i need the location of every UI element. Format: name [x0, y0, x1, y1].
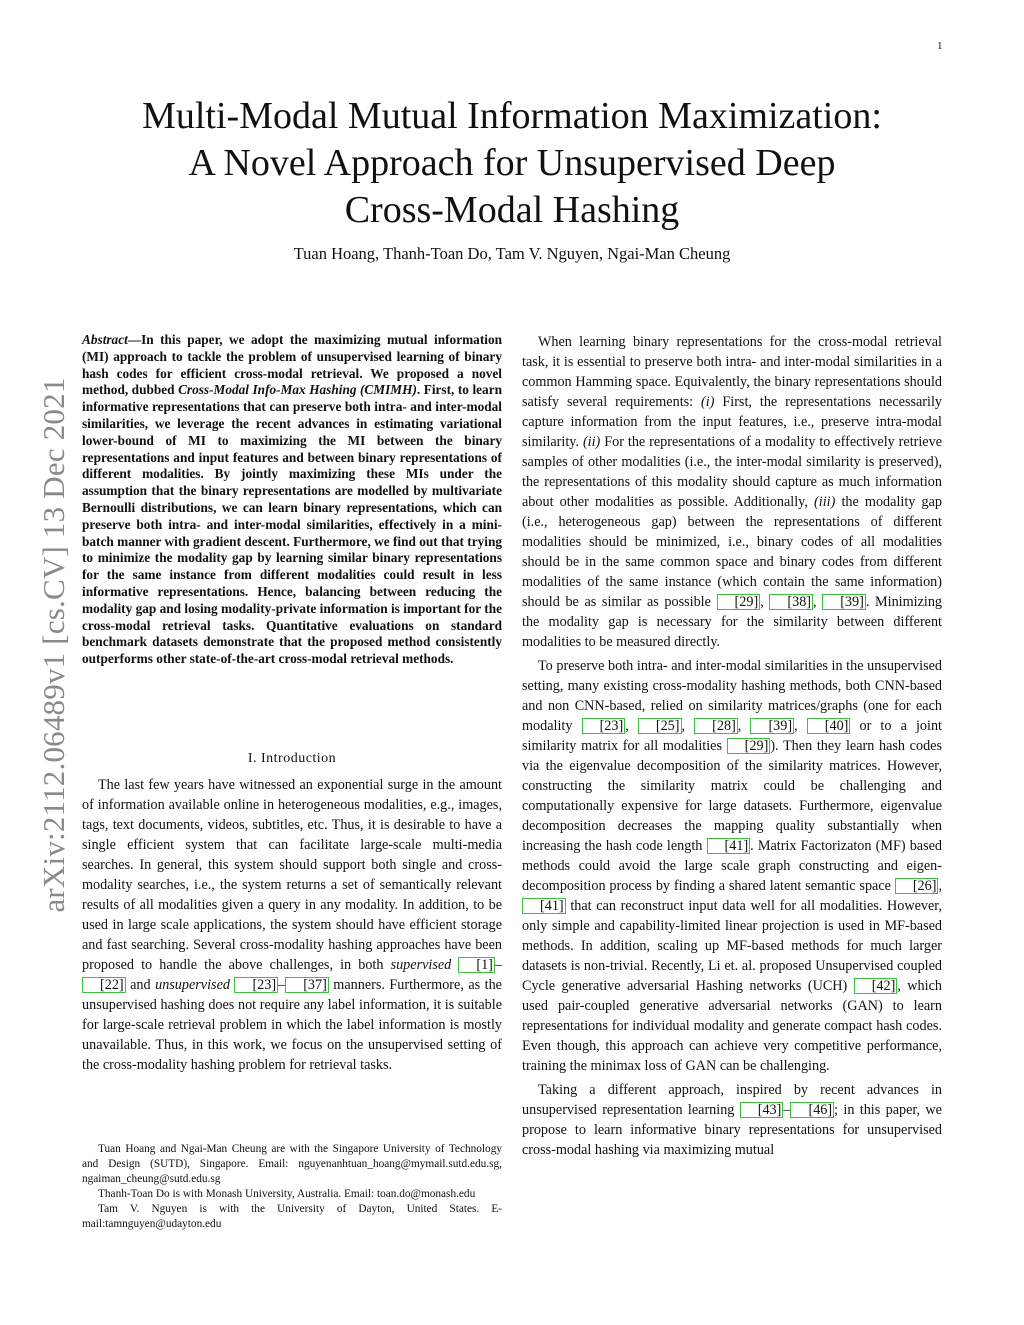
- citation-link[interactable]: [26]: [895, 878, 939, 894]
- footnote-affiliation-2: Thanh-Toan Do is with Monash University, Australia. Email: toan.do@monash.edu: [98, 1188, 476, 1200]
- citation-link[interactable]: [37]: [285, 977, 329, 993]
- citation-link[interactable]: [29]: [727, 738, 771, 754]
- enum-marker: (ii): [582, 434, 601, 450]
- body-text: or to a joint similarity matrix for all modalities: [522, 718, 942, 754]
- body-text: For the representations of a modality to effectively retrieve samples of other modalities (i.e., the inter-modal similarity is preserved), the representations of this modality should capture as much information about other modalities as possible. Additionally,: [522, 434, 942, 510]
- section-heading-introduction: I. Introduction: [247, 751, 337, 766]
- body-text: When learning binary representations for the cross-modal retrieval task, it is essential to preserve both intra- and inter-modal similarities in a common Hamming space. Equivalently, the binary representations should satisfy several requirements:: [522, 334, 942, 410]
- body-text: To preserve both intra- and inter-modal similarities in the unsupervised setting, many existing cross-modality hashing methods, both CNN-based and non CNN-based, relied on similarity matrices/graphs (one for each modality: [522, 658, 942, 734]
- footnote-affiliation-1: Tuan Hoang and Ngai-Man Cheung are with the Singapore University of Technology and Design (SUTD), Singapore. Email: nguyenanhtuan_hoang@mymail.sutd.edu.sg, ngaiman_cheung@sutd.edu.sg: [82, 1143, 502, 1185]
- citation-link[interactable]: [42]: [854, 978, 898, 994]
- enum-marker: (iii): [814, 494, 836, 510]
- citation-link[interactable]: [46]: [790, 1102, 834, 1118]
- citation-link[interactable]: [38]: [769, 594, 813, 610]
- body-text: . Matrix Factorizaton (MF) based methods could avoid the large scale graph constructing and eigen-decomposition process by finding a shared latent semantic space: [522, 838, 943, 894]
- citation-link[interactable]: [40]: [807, 718, 851, 734]
- paper-title: [80, 93, 944, 234]
- intro-text: manners. Furthermore, as the unsupervised hashing does not require any label information, it is suitable for large-scale retrieval problem in which the label information is mostly unavailable. Thus, in this work, we focus on the unsupervised setting of the cross-modality hashing problem for retrieval tasks.: [82, 977, 502, 1073]
- citation-link[interactable]: [41]: [522, 898, 566, 914]
- intro-unsupervised-term: unsupervised: [155, 977, 230, 993]
- citation-link[interactable]: [1]: [458, 957, 495, 973]
- citation-link[interactable]: [23]: [234, 977, 278, 993]
- abstract-text-1: In this paper, we adopt the maximizing mutual information (MI) approach to tackle the problem of unsupervised learning of binary hash codes for efficient cross-modal retrieval. We proposed a novel method, dubbed: [82, 332, 502, 398]
- body-text: that can reconstruct input data well for all modalities. However, only simple and capability-limited linear projection is used in MF-based methods. In addition, scaling up MF-based methods for much larger datasets is non-trivial. Recently, Li et. al. proposed Unsupervised coupled Cycle generative adversarial Hashing networks (UCH): [522, 898, 942, 994]
- right-column-body: [522, 332, 942, 1164]
- arxiv-stamp-text: arXiv:2112.06489v1 [cs.CV] 13 Dec 2021: [36, 377, 71, 913]
- body-text: ; in this paper, we propose to learn informative binary representations for unsupervised cross-modal hashing via maximizing mutual: [522, 1102, 942, 1158]
- citation-link[interactable]: [23]: [582, 718, 626, 734]
- body-text: . Minimizing the modality gap is necessary for the similarity between different modalities to be measured directly.: [522, 594, 943, 650]
- body-text: First, the representations necessarily capture information from the input features, i.e., preserve intra-modal similarity.: [522, 394, 942, 450]
- body-text: Taking a different approach, inspired by recent advances in unsupervised representation learning: [522, 1082, 942, 1118]
- paragraph-requirements: When learning binary representations for the cross-modal retrieval task, it is essential to preserve both intra- and inter-modal similarities in a common Hamming space. Equivalently, the binary representations should satisfy several requirements: (i) First, the representations necessarily capture information from the input features, i.e., preserve intra-modal similarity. (ii) For the representations of a modality to effectively retrieve samples of other modalities (i.e., the inter-modal similarity is preserved), the representations of this modality should capture as much information about other modalities as possible. Additionally, (iii) the modality gap (i.e., heterogeneous gap) between the representations of different modalities should be minimized, i.e., binary codes of all modalities should be in the same common space and binary codes from different modalities of the same instance (which contain the same information) should be as similar as possible [29] , [38] , [39] . Minimizing the modality gap is necessary for the similarity between different modalities to be measured directly.: [522, 334, 943, 650]
- body-text: the modality gap (i.e., heterogeneous gap) between the representations of different modalities should be minimized, i.e., binary codes of all modalities should be in the same common space and binary codes from different modalities of the same instance (which contain the same information) should be as similar as possible: [522, 494, 942, 610]
- title-line-2: A Novel Approach for Unsupervised Deep: [188, 142, 836, 184]
- intro-text: The last few years have witnessed an exponential surge in the amount of information available online in heterogeneous modalities, e.g., images, tags, text documents, videos, subtitles, etc. Thus, it is desirable to have a single efficient system that can facilitate large-scale multi-media searches. In general, this system should support both single and cross-modality searches, i.e., the system returns a set of semantically relevant results of all modalities given a query in any modality. In addition, to be used in large scale applications, the system should have efficient storage and fast searching. Several cross-modality hashing approaches have been proposed to handle the above challenges, in both: [82, 777, 502, 973]
- paragraph-approach: [522, 1080, 942, 1160]
- intro-text: and: [125, 977, 156, 993]
- citation-link[interactable]: [39]: [822, 594, 866, 610]
- citation-link[interactable]: [41]: [707, 838, 751, 854]
- footnote-affiliation-3: Tam V. Nguyen is with the University of Dayton, United States. E-mail:tamnguyen@udayton.edu: [82, 1203, 502, 1230]
- intro-paragraph: [82, 775, 502, 1075]
- page-number: 1: [937, 40, 943, 52]
- abstract-text-2: . First, to learn informative representations that can preserve both intra- and inter-modal similarities, we leverage the recent advances in estimating variational lower-bound of MI to maximizing the MI between the binary representations and input features and between binary representations of different modalities. By jointly maximizing these MIs under the assumption that the binary representations are modelled by multivariate Bernoulli distributions, we can learn binary representations, which can preserve both intra- and inter-modal similarities, effectively in a mini-batch manner with gradient descent. Furthermore, we find out that trying to minimize the modality gap by learning similar binary representations for the same instance from different modalities could result in less informative representations. Hence, balancing between reducing the modality gap and losing modality-private information is important for the cross-modal retrieval tasks. Quantitative evaluations on standard benchmark datasets demonstrate that the proposed method consistently outperforms other state-of-the-art cross-modal retrieval methods.: [82, 382, 502, 667]
- enum-marker: (i): [701, 394, 715, 410]
- citation-link[interactable]: [43]: [740, 1102, 784, 1118]
- range-dash: –: [783, 1102, 791, 1118]
- body-text: , which used pair-coupled generative adversarial networks (GAN) to learn representations for individual modality and generate compact hash codes. Even though, this approach can achieve very competitive performance, training the minimax loss of GAN can be challenging.: [522, 978, 942, 1074]
- abstract: Abstract—In this paper, we adopt the maximizing mutual information (MI) approach to tackle the problem of unsupervised learning of binary hash codes for efficient cross-modal retrieval. We proposed a novel method, dubbed Cross-Modal Info-Max Hashing (CMIMH). First, to learn informative representations that can preserve both intra- and inter-modal similarities, we leverage the recent advances in estimating variational lower-bound of MI to maximizing the MI between the binary representations and input features and between binary representations of different modalities. By jointly maximizing these MIs under the assumption that the binary representations are modelled by multivariate Bernoulli distributions, we can learn binary representations, which can preserve both intra- and inter-modal similarities, effectively in a mini-batch manner with gradient descent. Furthermore, we find out that trying to minimize the modality gap by learning similar binary representations for the same instance from different modalities could result in less informative representations. Hence, balancing between reducing the modality gap and losing modality-private information is important for the cross-modal retrieval tasks. Quantitative evaluations on standard benchmark datasets demonstrate that the proposed method consistently outperforms other state-of-the-art cross-modal retrieval methods.: [82, 332, 502, 667]
- paragraph-prior-work: To preserve both intra- and inter-modal similarities in the unsupervised setting, many existing cross-modality hashing methods, both CNN-based and non CNN-based, relied on similarity matrices/graphs (one for each modality [23] , [25] , [28] , [39] , [40] or to a joint similarity matrix for all modalities [29] ). Then they learn hash codes via the eigenvalue decomposition of the similarity matrices. However, constructing the similarity matrix could be challenging and computationally expensive for large datasets. Furthermore, eigenvalue decomposition decreases the mapping quality substantially when increasing the hash code length [41] . Matrix Factorizaton (MF) based methods could avoid the large scale graph constructing and eigen-decomposition process by finding a shared latent semantic space [26] , [41] that can reconstruct input data well for all modalities. However, only simple and capability-limited linear projection is used in MF-based methods. In addition, scaling up MF-based methods for much larger datasets is non-trivial. Recently, Li et. al. proposed Unsupervised coupled Cycle generative adversarial Hashing networks (UCH) [42] , which used pair-coupled generative adversarial networks (GAN) to learn representations for individual modality and generate compact hash codes. Even though, this approach can achieve very competitive performance, training the minimax loss of GAN can be challenging.: [522, 658, 943, 1074]
- citation-link[interactable]: [29]: [717, 594, 761, 610]
- range-dash: –: [494, 957, 502, 973]
- title-line-1: Multi-Modal Mutual Information Maximization:: [142, 95, 882, 137]
- introduction-body: [82, 775, 502, 1075]
- citation-link[interactable]: [25]: [638, 718, 682, 734]
- citation-link[interactable]: [28]: [694, 718, 738, 734]
- range-dash: –: [278, 977, 286, 993]
- body-text: ). Then they learn hash codes via the eigenvalue decomposition of the similarity matrices. However, constructing the similarity matrix could be challenging and computationally expensive for large datasets. Furthermore, eigenvalue decomposition decreases the mapping quality substantially when increasing the hash code length: [522, 738, 942, 854]
- intro-supervised-term: supervised: [390, 957, 452, 973]
- footnotes: [82, 1142, 502, 1232]
- abstract-label: Abstract: [82, 332, 128, 347]
- author-list: Tuan Hoang, Thanh-Toan Do, Tam V. Nguyen, Ngai-Man Cheung: [293, 244, 731, 263]
- citation-link[interactable]: [39]: [750, 718, 794, 734]
- citation-link[interactable]: [22]: [82, 977, 126, 993]
- abstract-method-name: Cross-Modal Info-Max Hashing (CMIMH): [178, 382, 417, 398]
- title-line-3: Cross-Modal Hashing: [344, 189, 680, 231]
